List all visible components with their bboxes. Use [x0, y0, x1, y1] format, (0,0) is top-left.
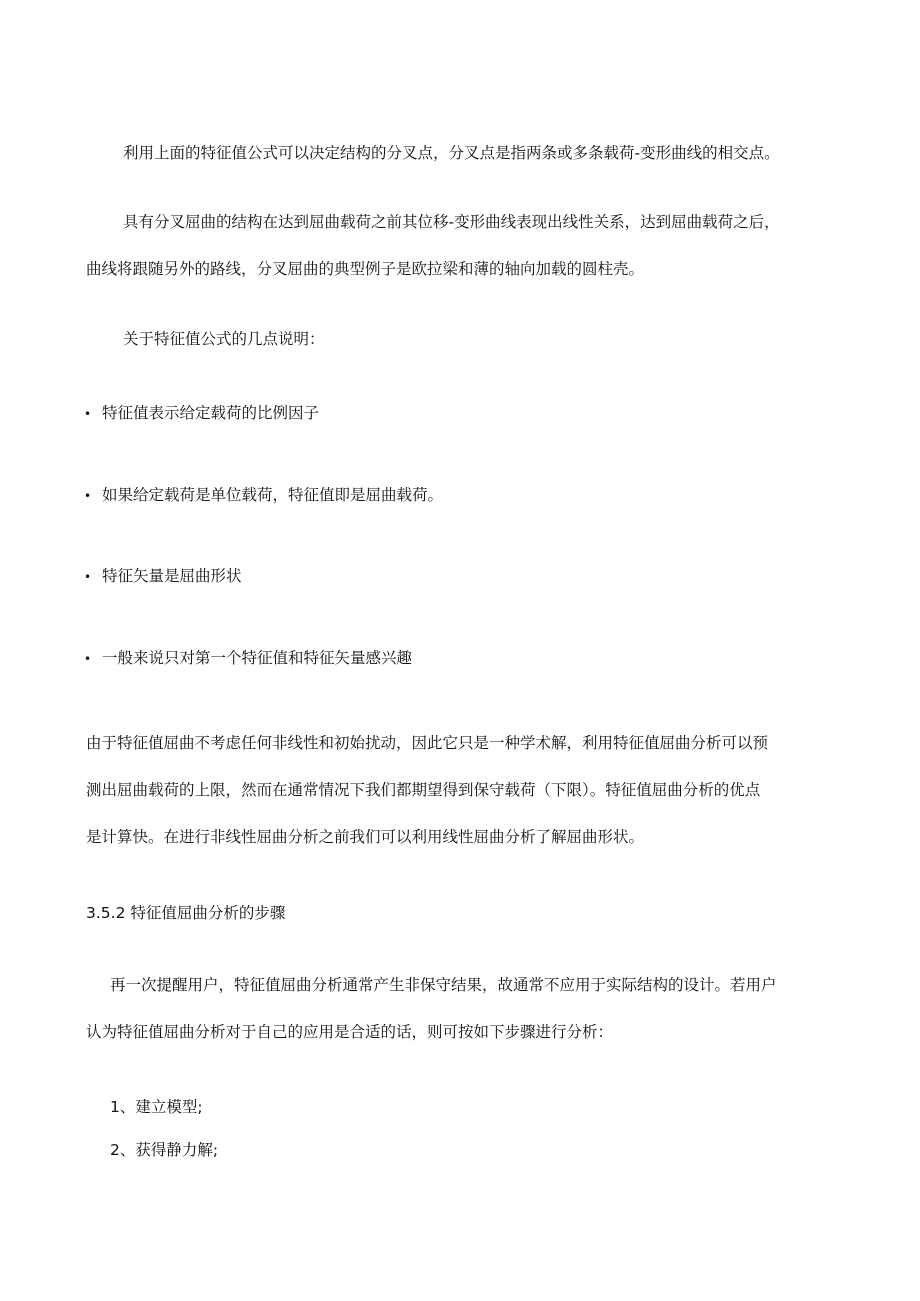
bullet-text: 如果给定载荷是单位载荷，特征值即是屈曲载荷。: [102, 486, 444, 504]
bullet-marker: •: [84, 406, 92, 421]
bullet-marker: •: [84, 569, 92, 584]
bullet-marker: •: [84, 488, 92, 503]
list-item: [84, 403, 319, 424]
paragraph-reminder-line1: 再一次提醒用户，特征值屈曲分析通常产生非保守结果，故通常不应用于实际结构的设计。若用户: [110, 976, 777, 994]
paragraph-academic-solution-line2: 测出屈曲载荷的上限，然而在通常情况下我们都期望得到保守载荷（下限）。特征值屈曲分析的优点: [86, 781, 761, 799]
bullet-text: 特征值表示给定载荷的比例因子: [102, 404, 320, 422]
paragraph-academic-solution-line1: 由于特征值屈曲不考虑任何非线性和初始扰动，因此它只是一种学术解，利用特征值屈曲分析可以预: [86, 734, 769, 752]
step-item-static-solution: 2、获得静力解;: [110, 1141, 219, 1159]
list-item: [84, 566, 242, 587]
bullet-text: 特征矢量是屈曲形状: [102, 567, 242, 585]
list-item: [84, 485, 443, 506]
paragraph-bifurcation-buckling-line1: 具有分叉屈曲的结构在达到屈曲载荷之前其位移-变形曲线表现出线性关系，达到屈曲载荷之后，: [123, 213, 780, 231]
list-item: [84, 648, 412, 669]
bullet-text: 一般来说只对第一个特征值和特征矢量感兴趣: [102, 649, 413, 667]
paragraph-academic-solution-line3: 是计算快。在进行非线性屈曲分析之前我们可以利用线性屈曲分析了解屈曲形状。: [86, 828, 645, 846]
notes-intro: 关于特征值公式的几点说明：: [123, 330, 325, 348]
step-item-build-model: 1、建立模型;: [110, 1098, 203, 1116]
bullet-marker: •: [84, 651, 92, 666]
section-heading: 3.5.2 特征值屈曲分析的步骤: [86, 904, 286, 922]
paragraph-bifurcation-point: 利用上面的特征值公式可以决定结构的分叉点，分叉点是指两条或多条载荷-变形曲线的相交点。: [123, 144, 780, 162]
paragraph-bifurcation-buckling-line2: 曲线将跟随另外的路线，分叉屈曲的典型例子是欧拉梁和薄的轴向加载的圆柱壳。: [86, 260, 645, 278]
paragraph-reminder-line2: 认为特征值屈曲分析对于自己的应用是合适的话，则可按如下步骤进行分析：: [86, 1023, 614, 1041]
